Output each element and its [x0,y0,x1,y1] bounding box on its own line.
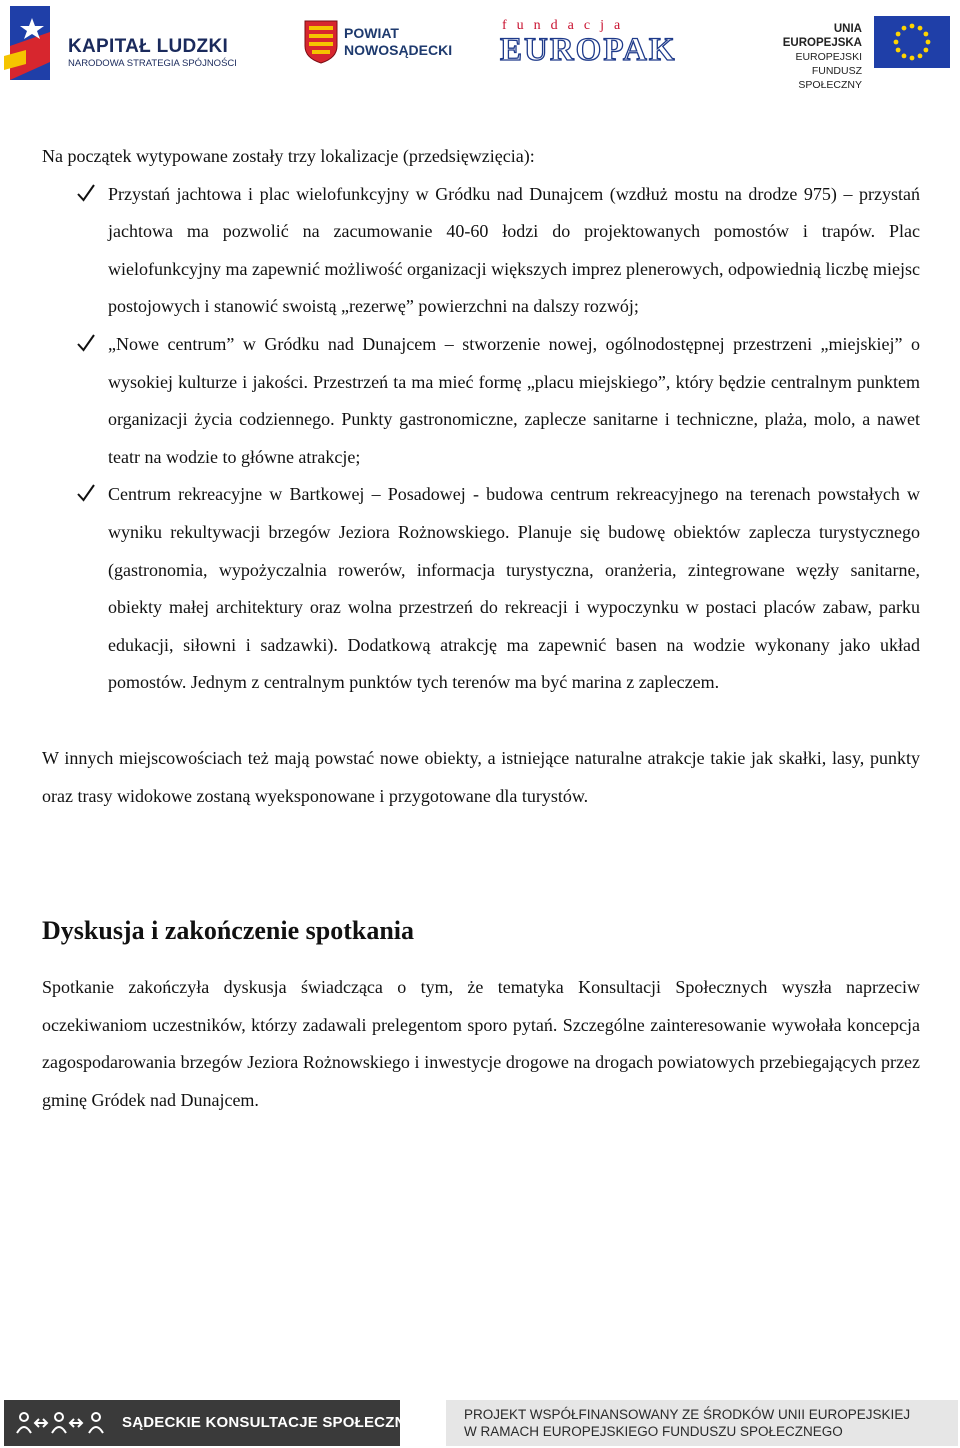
eu-line-2: EUROPEJSKI [795,51,862,63]
kapital-ludzki-logo [4,6,244,82]
intro-paragraph: Na początek wytypowane zostały trzy lokalizacje (przedsięwzięcia): [42,146,535,166]
footer-right-text [464,1406,910,1440]
kapital-ludzki-subtitle: NARODOWA STRATEGIA SPÓJNOŚCI [68,58,237,69]
footer-right-banner [446,1400,958,1446]
document-body [42,138,920,1119]
powiat-line-1: POWIAT [344,25,399,41]
other-places-paragraph: W innych miejscowościach też mają powstać nowe obiekty, a istniejące naturalne atrakcje takie jak skałki, lasy, punkty oraz trasy widokowe zostaną wyeksponowane i przygotowane dla turystów. [42,747,920,806]
list-item-text: „Nowe centrum” w Gródku nad Dunajcem – stworzenie nowej, ogólnodostępnej przestrzeni „miejskiej” o wysokiej kulturze i jakości. Przestrzeń ta ma mieć formę „placu miejskiego”, który będzie centralnym punktem organizacji życia codziennego. Punkty gastronomiczne, zaplecze sanitarne i techniczne, plaża, molo, a nawet teatr na wodzie to główne atrakcje; [108,333,920,467]
people-exchange-icon [14,1410,112,1436]
checkmark-icon [76,476,96,513]
powiat-name [344,25,452,59]
europak-wordmark: EUROPAK [500,32,677,68]
eu-text [754,22,862,92]
list-item [42,326,920,476]
list-item-text: Przystań jachtowa i plac wielofunkcyjny w Gródku nad Dunajcem (wzdłuż mostu na drodze 975) – przystań jachtowa ma pozwolić na zacumowanie 40-60 łodzi do projektowanych pomostów i trapów. Plac wielofunkcyjny ma zapewnić możliwość organizacji większych imprez plenerowych, odpowiednią liczbę miejsc postojowych i stanowić swoistą „rezerwę” powierzchni na dalszy rozwój; [108,183,920,317]
eu-line-1: UNIA EUROPEJSKA [782,23,862,49]
eu-flag-icon [874,16,950,68]
footer-right-line-1: PROJEKT WSPÓŁFINANSOWANY ZE ŚRODKÓW UNII EUROPEJSKIEJ [464,1407,911,1422]
list-item [42,476,920,702]
list-item [42,176,920,326]
footer-left-banner [4,1400,416,1446]
footer-left-label: SĄDECKIE KONSULTACJE SPOŁECZNE [122,1414,416,1431]
kapital-ludzki-title: KAPITAŁ LUDZKI [68,36,229,57]
section-heading: Dyskusja i zakończenie spotkania [42,916,414,946]
powiat-line-2: NOWOSĄDECKI [344,42,453,58]
locations-list [42,176,920,702]
eu-line-3: FUNDUSZ SPOŁECZNY [798,65,862,91]
section-body: Spotkanie zakończyła dyskusja świadcząca o tym, że tematyka Konsultacji Społecznych wyszła naprzeciw oczekiwaniom uczestników, którzy zadawali prelegentom sporo pytań. Szczególne zainteresowanie wywołała koncepcja zagospodarowania brzegów Jeziora Rożnowskiego i inwestycje drogowe na drogach powiatowych przebiegających przez gminę Gródek nad Dunajcem. [42,977,920,1110]
eu-logo [754,16,954,91]
fundacja-europak-logo [500,18,700,70]
powiat-crest-icon [304,20,338,64]
footer-right-line-2: W RAMACH EUROPEJSKIEGO FUNDUSZU SPOŁECZNEGO [464,1424,843,1439]
fundacja-label: fundacja [502,18,631,33]
checkmark-icon [76,326,96,363]
list-item-text: Centrum rekreacyjne w Bartkowej – Posadowej - budowa centrum rekreacyjnego na terenach powstałych w wyniku rekultywacji brzegów Jeziora Rożnowskiego. Planuje się budowę obiektów zaplecza turystycznego (gastronomia, wypożyczalnia rowerów, informacja turystyczna, oranżeria, zintegrowane węzły sanitarne, obiekty małej architektury oraz wolna przestrzeń do rekreacji i wypoczynku w postaci placów zabaw, parku edukacji, siłowni i sadzawki). Dodatkową atrakcję ma zapewnić basen na wodzie wykonany jako układ pomostów. Jednym z centralnym punktów tych terenów ma być marina z zapleczem. [108,484,920,693]
checkmark-icon [76,176,96,213]
footer [0,1400,960,1448]
powiat-logo [304,20,453,70]
header-logos [0,0,960,90]
kapital-ludzki-emblem-icon [4,6,56,80]
